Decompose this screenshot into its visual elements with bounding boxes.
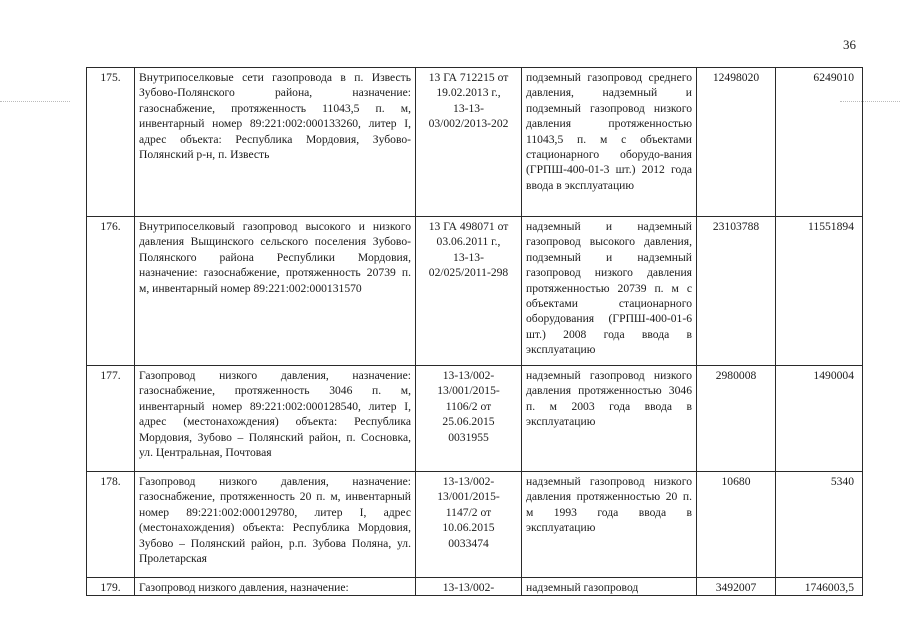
registration-info bbox=[416, 68, 522, 217]
table-row bbox=[87, 366, 863, 472]
object-name: Газопровод низкого давления, назначение: bbox=[135, 578, 416, 596]
registration-line: 13/001/2015- bbox=[437, 490, 500, 504]
registration-line: 02/025/2011-298 bbox=[428, 266, 509, 280]
row-number: 175. bbox=[87, 68, 135, 217]
object-name: Газопровод низкого давления, назначение: газоснабжение, протяженность 3046 п. м, инвентарный номер 89:221:002:000128540, литер I, адрес (местонахождения) объекта: Республика Мордовия, Зубово – Полянский район, п. Сосновка, ул. Центральная, Почтовая bbox=[135, 366, 416, 472]
table-row bbox=[87, 578, 863, 596]
registration-line: 0031955 bbox=[448, 430, 489, 444]
registration-line: 03/002/2013-202 bbox=[428, 117, 509, 131]
row-number: 177. bbox=[87, 366, 135, 472]
scan-mark-left bbox=[0, 101, 70, 103]
residual-value: 1746003,5 bbox=[776, 578, 863, 596]
book-value: 3492007 bbox=[697, 578, 776, 596]
object-name: Внутрипоселковый газопровод высокого и низкого давления Выщинского сельского поселения Зубово-Полянского района Республики Мордовия, назначение: газоснабжение, протяженность 20739 п. м, инвентарный номер 89:221:002:000131570 bbox=[135, 217, 416, 366]
registration-info bbox=[416, 366, 522, 472]
registration-info bbox=[416, 578, 522, 596]
object-description: надземный газопровод низкого давления протяженностью 20 п. м 1993 года ввода в эксплуатацию bbox=[522, 472, 697, 578]
residual-value: 1490004 bbox=[776, 366, 863, 472]
book-value: 23103788 bbox=[697, 217, 776, 366]
registration-line: 13-13- bbox=[453, 250, 484, 264]
registration-line: 13 ГА 498071 от bbox=[428, 220, 509, 233]
page-number: 36 bbox=[843, 37, 856, 52]
registration-line: 10.06.2015 bbox=[442, 521, 495, 535]
registration-info bbox=[416, 472, 522, 578]
registration-line: 1106/2 от bbox=[445, 399, 492, 413]
registration-line: 03.06.2011 г., bbox=[436, 235, 501, 249]
object-description: надземный и надземный газопровод высокого давления, подземный и надземный газопровод низкого давления протяженностью 20739 п. м с объектами стационарного оборудования (ГРПШ-400-01-6 шт.) 2008 года ввода в эксплуатацию bbox=[522, 217, 697, 366]
registration-line: 13-13- bbox=[453, 101, 484, 115]
object-description: надземный газопровод низкого давления протяженностью 3046 п. м 2003 года ввода в эксплуатацию bbox=[522, 366, 697, 472]
row-number: 178. bbox=[87, 472, 135, 578]
object-name: Газопровод низкого давления, назначение: газоснабжение, протяженность 20 п. м, инвентарный номер 89:221:002:000129780, литер I, адрес (местонахождения) объекта: Республика Мордовия, Зубово – Полянский район, р.п. Зубова Поляна, ул. Пролетарская bbox=[135, 472, 416, 578]
object-description: подземный газопровод среднего давления, надземный и подземный газопровод низкого давления протяженностью 11043,5 п. м с объектами стационарного оборудо-вания (ГРПШ-400-01-3 шт.) 2012 года ввода в эксплуатацию bbox=[522, 68, 697, 217]
row-number: 179. bbox=[87, 578, 135, 596]
table-row bbox=[87, 68, 863, 217]
property-registry-table bbox=[86, 67, 863, 596]
registration-line: 19.02.2013 г., bbox=[436, 86, 501, 100]
object-description: надземный газопровод bbox=[522, 578, 697, 596]
book-value: 2980008 bbox=[697, 366, 776, 472]
row-number: 176. bbox=[87, 217, 135, 366]
registration-line: 13 ГА 712215 от bbox=[428, 71, 509, 84]
book-value: 10680 bbox=[697, 472, 776, 578]
registration-line: 13-13/002- bbox=[442, 581, 495, 594]
residual-value: 6249010 bbox=[776, 68, 863, 217]
registration-line: 13/001/2015- bbox=[437, 384, 500, 398]
residual-value: 11551894 bbox=[776, 217, 863, 366]
book-value: 12498020 bbox=[697, 68, 776, 217]
object-name: Внутрипоселковые сети газопровода в п. Известь Зубово-Полянского района, назначение: газоснабжение, протяженность 11043,5 п. м, инвентарный номер 89:221:002:000133260, литер I, адрес объекта: Республика Мордовия, Зубово-Полянский р-н, п. Известь bbox=[135, 68, 416, 217]
registration-line: 13-13/002- bbox=[442, 369, 495, 382]
registration-line: 13-13/002- bbox=[442, 475, 495, 488]
table-row bbox=[87, 217, 863, 366]
registration-line: 1147/2 от bbox=[445, 505, 492, 519]
registration-info bbox=[416, 217, 522, 366]
table-row bbox=[87, 472, 863, 578]
registration-line: 25.06.2015 bbox=[442, 415, 495, 429]
registration-line: 0033474 bbox=[448, 536, 489, 550]
residual-value: 5340 bbox=[776, 472, 863, 578]
